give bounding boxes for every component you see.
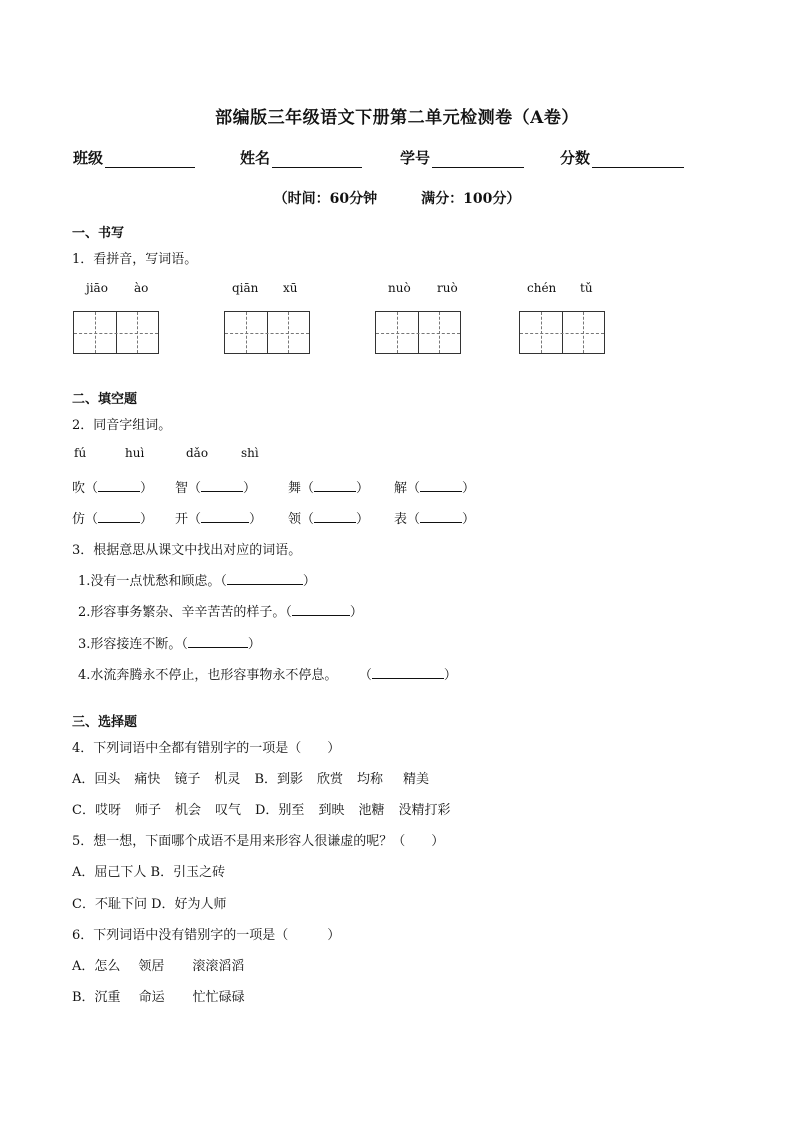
writing-grid[interactable] [375,311,461,354]
answer-blank[interactable] [420,479,462,492]
writing-grid[interactable] [519,311,605,354]
homophone-item: 舞（ ） [288,481,370,496]
id-label: 学号 [400,149,431,167]
class-field [73,147,195,168]
answer-blank[interactable] [314,479,356,492]
name-blank[interactable] [272,152,362,168]
answer-blank[interactable] [98,510,140,523]
q4-options-ab: A．回头 痛快 镜子 机灵 B．到影 欣赏 均称 精美 [72,772,430,787]
class-label: 班级 [73,149,104,167]
section3-heading: 三、选择题 [72,715,138,730]
pinyin-2a: qiān [232,281,259,295]
homophone-item: 表（ ） [394,512,476,527]
answer-blank[interactable] [188,635,248,648]
q2-pinyin-3: dǎo [186,446,209,460]
q5-options-cd: C．不耻下问 D．好为人师 [72,897,227,912]
class-blank[interactable] [105,152,195,168]
answer-blank[interactable] [292,603,350,616]
pinyin-4a: chén [527,281,557,295]
question-6: 6．下列词语中没有错别字的一项是（ ） [72,928,341,943]
q3-item-4: 4.水流奔腾永不停止，也形容事物永不停息。 （ ） [78,668,457,683]
time-text: （时间：60分钟 [273,191,378,207]
q3-item-1: 1.没有一点忧愁和顾虑。（ ） [78,574,316,589]
page-title: 部编版三年级语文下册第二单元检测卷（A卷） [215,108,579,128]
homophone-item: 领（ ） [288,512,370,527]
time-info [0,188,794,208]
homophone-item: 吹（ ） [72,481,154,496]
q3-item-3: 3.形容接连不断。（ ） [78,637,261,652]
q6-option-a: A．怎么 领居 滚滚滔滔 [72,959,245,974]
answer-blank[interactable] [201,510,249,523]
full-score-text: 满分：100分） [421,191,521,207]
pinyin-3a: nuò [388,281,411,295]
pinyin-2b: xū [283,281,298,295]
question-1: 1．看拼音，写词语。 [72,252,198,267]
q6-option-b: B．沉重 命运 忙忙碌碌 [72,990,245,1005]
homophone-item: 解（ ） [394,481,476,496]
q2-pinyin-4: shì [241,446,259,460]
homophone-item: 仿（ ） [72,512,154,527]
answer-blank[interactable] [420,510,462,523]
answer-blank[interactable] [314,510,356,523]
homophone-item: 智（ ） [175,481,257,496]
pinyin-1b: ào [134,281,149,295]
name-field [240,147,362,168]
question-5: 5．想一想，下面哪个成语不是用来形容人很谦虚的呢？（ ） [72,834,445,849]
question-4: 4．下列词语中全都有错别字的一项是（ ） [72,741,341,756]
name-label: 姓名 [240,149,271,167]
score-field [560,147,684,168]
answer-blank[interactable] [201,479,243,492]
id-field [400,147,524,168]
q2-pinyin-2: huì [125,446,145,460]
answer-blank[interactable] [372,666,444,679]
score-label: 分数 [560,149,591,167]
q2-pinyin-1: fú [74,446,87,460]
section2-heading: 二、填空题 [72,392,138,407]
score-blank[interactable] [592,152,684,168]
q4-options-cd: C．哎呀 师子 机会 叹气 D．别至 到映 池糖 没精打彩 [72,803,451,818]
q3-item-2: 2.形容事务繁杂、辛辛苦苦的样子。（ ） [78,605,363,620]
answer-blank[interactable] [98,479,140,492]
pinyin-4b: tǔ [580,281,593,295]
question-2: 2．同音字组词。 [72,418,172,433]
writing-grid[interactable] [224,311,310,354]
pinyin-3b: ruò [437,281,458,295]
homophone-item: 开（ ） [175,512,263,527]
question-3: 3．根据意思从课文中找出对应的词语。 [72,543,302,558]
id-blank[interactable] [432,152,524,168]
pinyin-1a: jiāo [86,281,108,295]
q5-options-ab: A．屈己下人 B．引玉之砖 [72,865,226,880]
writing-grid[interactable] [73,311,159,354]
answer-blank[interactable] [227,572,303,585]
section1-heading: 一、书写 [72,226,125,241]
